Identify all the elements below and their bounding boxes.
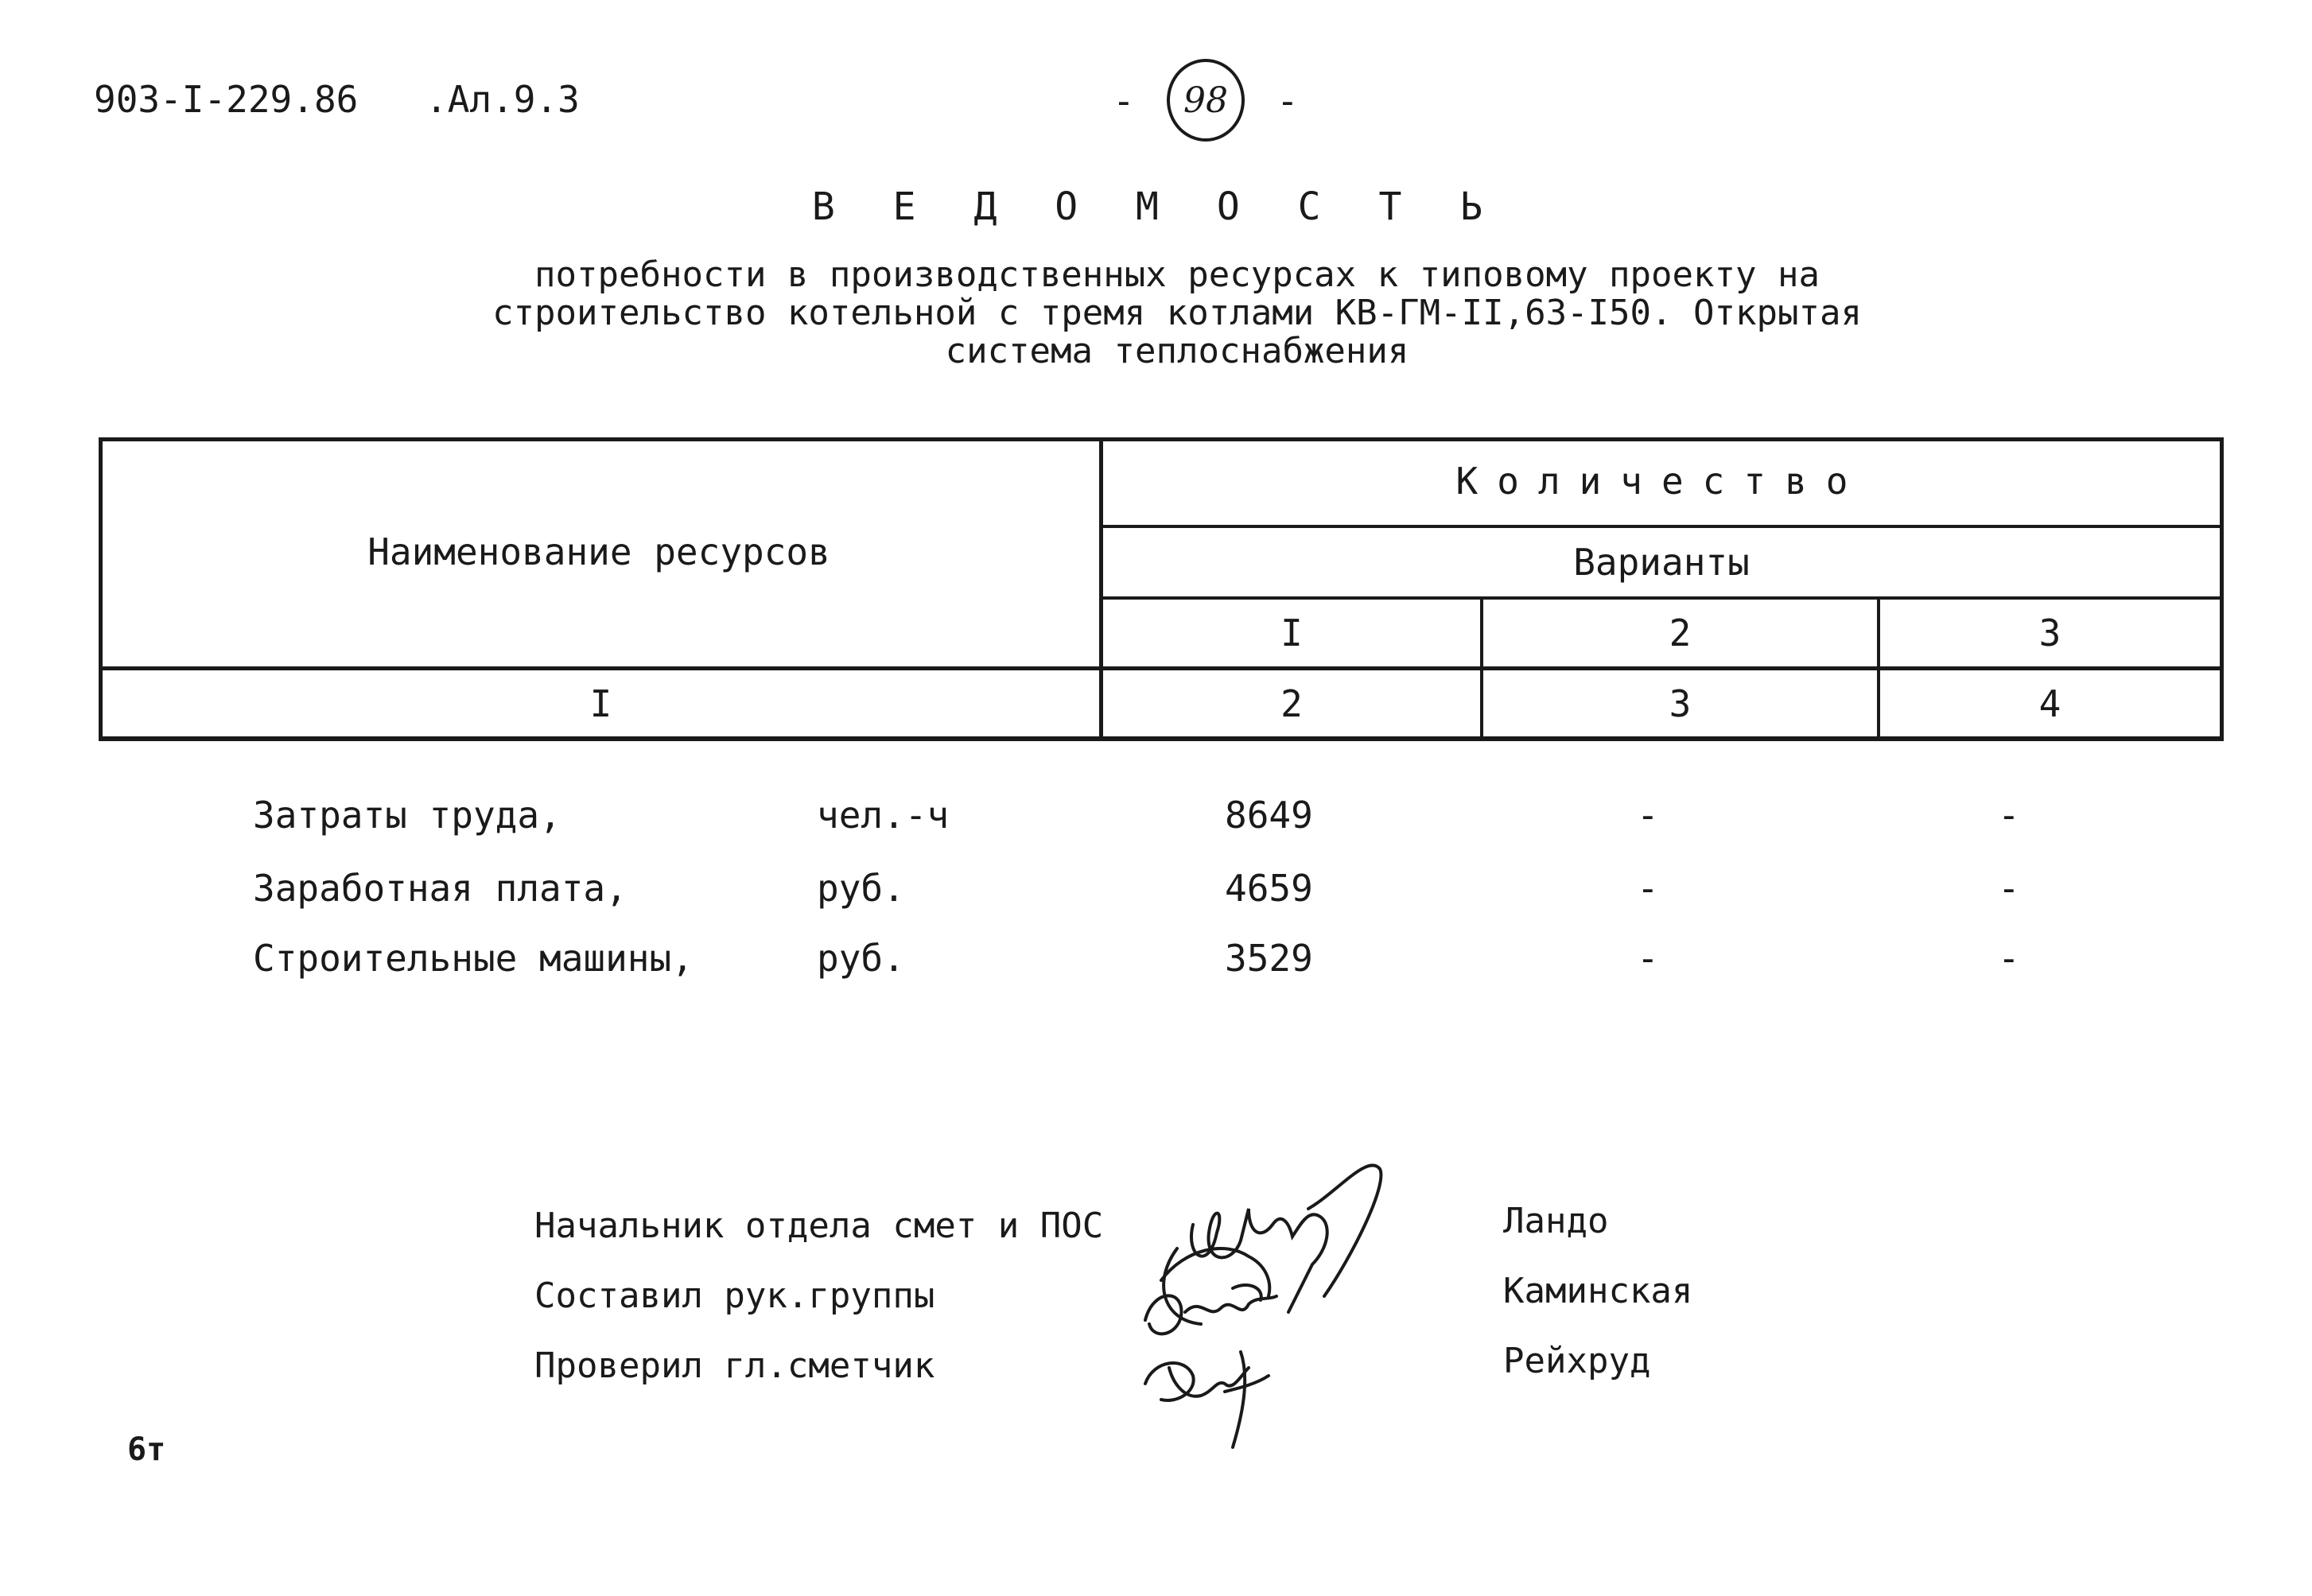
resource-name: Затраты труда,	[253, 794, 561, 837]
signer-role: Начальник отдела смет и ПОС	[534, 1206, 1104, 1246]
variant-number: 3	[2038, 612, 2061, 654]
subtitle-line: система теплоснабжения	[945, 331, 1409, 371]
column-number: 2	[1280, 682, 1303, 725]
signer-name: Рейхруд	[1503, 1341, 1651, 1381]
document-subtitle	[382, 256, 1972, 371]
sheet-designation: .Ал.9.3	[425, 78, 580, 121]
value-variant-1: 3529	[1225, 937, 1313, 980]
page-number-block	[1109, 56, 1300, 143]
document-code: 903-I-229.86	[94, 78, 359, 121]
page-dash-right: -	[1276, 80, 1299, 122]
subtitle-line: потребности в производственных ресурсах к типовому проекту на	[534, 254, 1820, 295]
table-border-right	[2220, 437, 2224, 741]
subtitle-line: строительство котельной с тремя котлами КВ-ГМ-II,63-I50. Открытая	[492, 293, 1862, 333]
page-number: 98	[1167, 59, 1245, 142]
document-title: В Е Д О М О С Т Ь	[811, 184, 1501, 229]
column-number: I	[589, 682, 612, 725]
resource-name: Заработная плата,	[253, 867, 628, 910]
header-quantity: Количество	[1455, 460, 1867, 503]
resource-unit: чел.-ч	[817, 794, 950, 837]
resource-name: Строительные машины,	[253, 937, 694, 980]
value-variant-1: 8649	[1225, 794, 1313, 837]
value-variant-1: 4659	[1225, 867, 1313, 910]
resources-table-header	[99, 437, 2224, 741]
signer-name: Каминская	[1503, 1271, 1693, 1311]
column-number: 4	[2038, 682, 2061, 725]
resource-unit: руб.	[817, 867, 905, 910]
value-variant-3: -	[1998, 937, 2020, 980]
value-variant-2: -	[1637, 937, 1659, 980]
value-variant-2: -	[1637, 867, 1659, 910]
page-dash-left: -	[1113, 80, 1135, 122]
resource-unit: руб.	[817, 937, 905, 980]
table-border-bottom	[99, 736, 2224, 741]
signer-role: Проверил гл.сметчик	[534, 1346, 935, 1386]
value-variant-2: -	[1637, 794, 1659, 837]
signer-name: Ландо	[1503, 1201, 1609, 1241]
variant-number: 2	[1669, 612, 1692, 654]
signer-role: Составил рук.группы	[534, 1276, 935, 1316]
value-variant-3: -	[1998, 794, 2020, 837]
column-number: 3	[1669, 682, 1692, 725]
header-resource-name: Наименование ресурсов	[367, 530, 830, 573]
footer-mark: 6т	[127, 1431, 166, 1468]
variant-number: I	[1280, 612, 1303, 654]
header-variants: Варианты	[1573, 541, 1750, 584]
value-variant-3: -	[1998, 867, 2020, 910]
handwritten-signature	[1137, 1336, 1296, 1455]
